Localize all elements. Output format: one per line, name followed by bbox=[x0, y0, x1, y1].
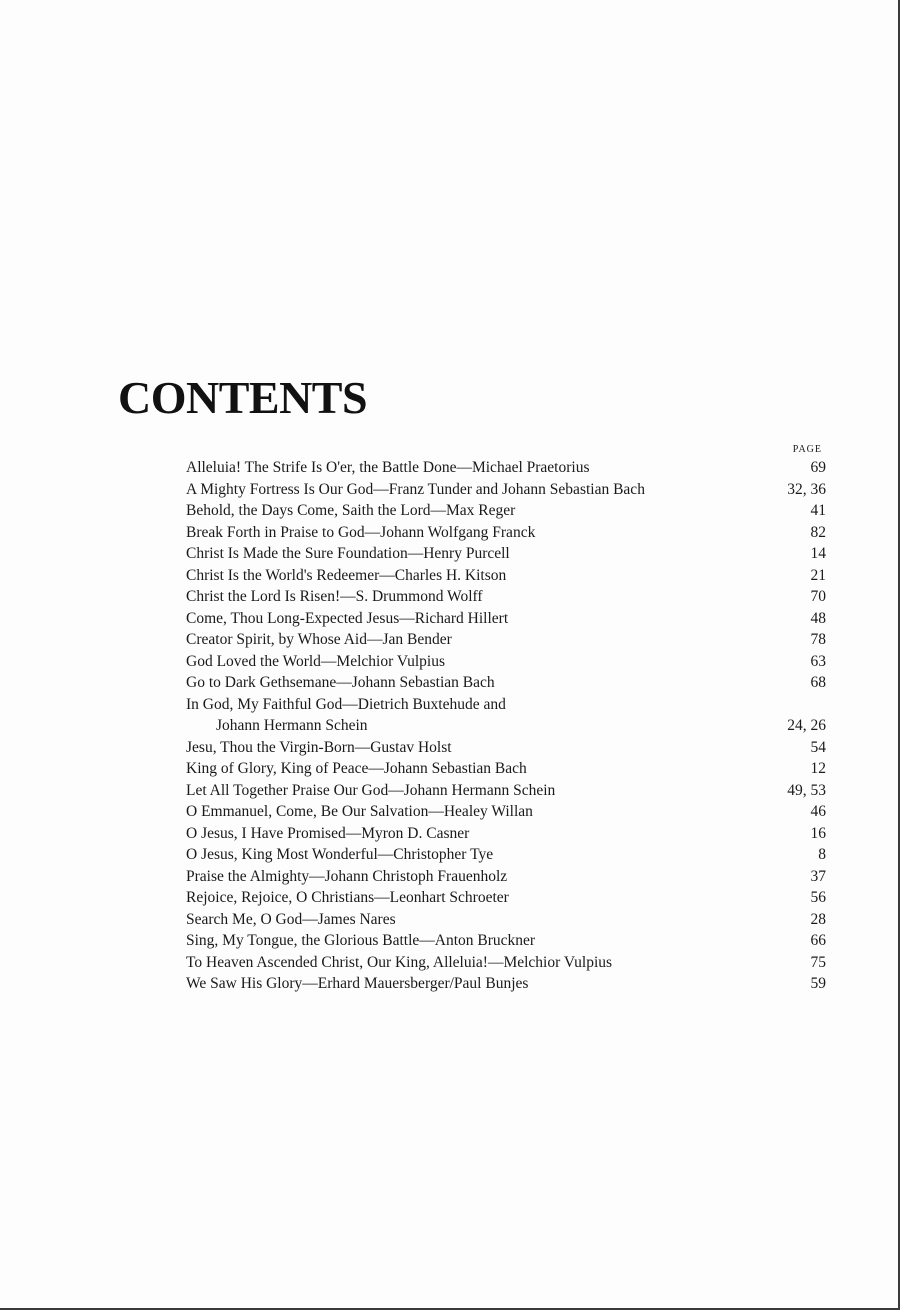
toc-entry bbox=[186, 672, 826, 694]
toc-entry-title-line: Come, Thou Long-Expected Jesus—Richard Hillert bbox=[186, 609, 509, 627]
toc-entry-title-line: Christ Is Made the Sure Foundation—Henry Purcell bbox=[186, 545, 510, 562]
toc-entry-page-number: 63 bbox=[810, 652, 826, 670]
toc-entry-title-line: Creator Spirit, by Whose Aid—Jan Bender bbox=[186, 631, 452, 648]
toc-entry-title-line: Go to Dark Gethsemane—Johann Sebastian Bach bbox=[186, 674, 495, 691]
toc-entry bbox=[186, 457, 826, 479]
toc-entry-page-number: 8 bbox=[818, 846, 826, 863]
toc-entry-page-number: 28 bbox=[810, 910, 826, 928]
toc-entry-title-line: O Jesus, King Most Wonderful—Christopher Tye bbox=[186, 846, 494, 863]
toc-entry-title bbox=[186, 694, 506, 737]
toc-entry-title-line: Rejoice, Rejoice, O Christians—Leonhart Schroeter bbox=[186, 889, 509, 906]
toc-entry-page-number: 70 bbox=[810, 588, 826, 605]
toc-entry-page-number: 59 bbox=[810, 975, 826, 992]
toc-entry-title-line: O Jesus, I Have Promised—Myron D. Casner bbox=[186, 824, 470, 842]
toc-entry bbox=[186, 952, 826, 974]
toc-entry-title-line: King of Glory, King of Peace—Johann Sebastian Bach bbox=[186, 760, 527, 777]
toc-entry-title-line: In God, My Faithful God—Dietrich Buxtehude and bbox=[186, 695, 506, 713]
toc-entry-title bbox=[186, 801, 533, 823]
toc-entry-title bbox=[186, 479, 645, 501]
toc-entry-page-number: 68 bbox=[810, 674, 826, 691]
toc-entry-title-line: To Heaven Ascended Christ, Our King, Alleluia!—Melchior Vulpius bbox=[186, 953, 613, 971]
toc-entry-page-number: 24, 26 bbox=[787, 717, 826, 734]
page-title: CONTENTS bbox=[118, 372, 368, 423]
toc-entry bbox=[186, 608, 826, 630]
toc-entry-page-number: 75 bbox=[810, 953, 826, 971]
toc-entry-page-number: 49, 53 bbox=[787, 781, 826, 799]
toc-entry-title-line: Alleluia! The Strife Is O'er, the Battle Done—Michael Praetorius bbox=[186, 459, 590, 476]
toc-entry-title bbox=[186, 543, 510, 565]
toc-entry-page-number: 82 bbox=[810, 523, 826, 541]
toc-entry-page-number: 66 bbox=[810, 932, 826, 949]
toc-entry-page-number: 12 bbox=[810, 760, 826, 777]
toc-entry-page-number: 21 bbox=[810, 566, 826, 584]
toc-entry-title-line: Break Forth in Praise to God—Johann Wolfgang Franck bbox=[186, 523, 536, 541]
toc-entry bbox=[186, 758, 826, 780]
toc-entry bbox=[186, 801, 826, 823]
toc-entry-title bbox=[186, 608, 508, 630]
toc-entry bbox=[186, 866, 826, 888]
toc-entry bbox=[186, 565, 826, 587]
toc-entry bbox=[186, 694, 826, 737]
toc-entry-page-number: 41 bbox=[810, 502, 826, 519]
toc-entry-title bbox=[186, 930, 535, 952]
toc-entry bbox=[186, 887, 826, 909]
toc-entry-title bbox=[186, 973, 528, 995]
toc-entry-title-line: We Saw His Glory—Erhard Mauersberger/Paul Bunjes bbox=[186, 975, 529, 992]
toc-entry bbox=[186, 629, 826, 651]
toc-entry-page-number: 32, 36 bbox=[787, 480, 826, 498]
toc-entry-page-number: 16 bbox=[810, 824, 826, 842]
toc-entry bbox=[186, 500, 826, 522]
toc-entry bbox=[186, 973, 826, 995]
toc-entry-page-number: 14 bbox=[810, 545, 826, 562]
toc-entry-page-number: 46 bbox=[810, 803, 826, 820]
toc-entry-title bbox=[186, 823, 469, 845]
toc-entry-page-number: 56 bbox=[810, 889, 826, 906]
toc-entry-title bbox=[186, 500, 515, 522]
toc-entry bbox=[186, 780, 826, 802]
toc-entry-title-continuation: Johann Hermann Schein bbox=[216, 717, 368, 734]
toc-entry-title bbox=[186, 586, 483, 608]
toc-entry-page-number: 69 bbox=[810, 459, 826, 476]
toc-entry bbox=[186, 522, 826, 544]
toc-entry-title bbox=[186, 887, 509, 909]
toc-entry-title-line: God Loved the World—Melchior Vulpius bbox=[186, 652, 445, 670]
toc-entry-title-line: O Emmanuel, Come, Be Our Salvation—Healey Willan bbox=[186, 803, 533, 820]
toc-entry bbox=[186, 737, 826, 759]
toc-entry bbox=[186, 844, 826, 866]
toc-entry-title bbox=[186, 952, 612, 974]
toc-entry-title bbox=[186, 909, 396, 931]
toc-entry-page-number: 54 bbox=[810, 738, 826, 756]
toc-entry-title bbox=[186, 457, 589, 479]
toc-entry-title-line: Jesu, Thou the Virgin-Born—Gustav Holst bbox=[186, 738, 452, 756]
toc-entry-title bbox=[186, 758, 527, 780]
toc-entry-title bbox=[186, 672, 495, 694]
toc-entry-title bbox=[186, 866, 507, 888]
toc-entry-page-number: 37 bbox=[810, 867, 826, 885]
toc-entry-title-line: Christ Is the World's Redeemer—Charles H. Kitson bbox=[186, 566, 507, 584]
table-of-contents bbox=[186, 442, 826, 995]
toc-entry-title-line: Sing, My Tongue, the Glorious Battle—Anton Bruckner bbox=[186, 932, 536, 949]
toc-entry-title bbox=[186, 565, 506, 587]
toc-entry bbox=[186, 651, 826, 673]
toc-entry-title bbox=[186, 737, 452, 759]
toc-entry-title bbox=[186, 629, 452, 651]
toc-entry-title-line: Christ the Lord Is Risen!—S. Drummond Wolff bbox=[186, 588, 483, 605]
toc-entry-title-line: Behold, the Days Come, Saith the Lord—Max Reger bbox=[186, 502, 516, 519]
toc-entry bbox=[186, 479, 826, 501]
toc-entry bbox=[186, 909, 826, 931]
toc-entry-title-line: Search Me, O God—James Nares bbox=[186, 910, 396, 928]
toc-entry-title bbox=[186, 844, 493, 866]
toc-entry bbox=[186, 930, 826, 952]
toc-entry-title bbox=[186, 651, 445, 673]
toc-entry-page-number: 78 bbox=[810, 631, 826, 648]
toc-entry-title-line: A Mighty Fortress Is Our God—Franz Tunder and Johann Sebastian Bach bbox=[186, 480, 645, 498]
toc-entry-title bbox=[186, 522, 535, 544]
toc-entry-title bbox=[186, 780, 555, 802]
toc-entry bbox=[186, 823, 826, 845]
toc-entries bbox=[186, 457, 826, 995]
toc-entry bbox=[186, 586, 826, 608]
toc-entry-title-line: Praise the Almighty—Johann Christoph Frauenholz bbox=[186, 867, 508, 885]
toc-entry-title-line: Let All Together Praise Our God—Johann Hermann Schein bbox=[186, 781, 556, 799]
page-column-header: PAGE bbox=[792, 444, 822, 455]
toc-entry bbox=[186, 543, 826, 565]
toc-entry-page-number: 48 bbox=[810, 609, 826, 627]
